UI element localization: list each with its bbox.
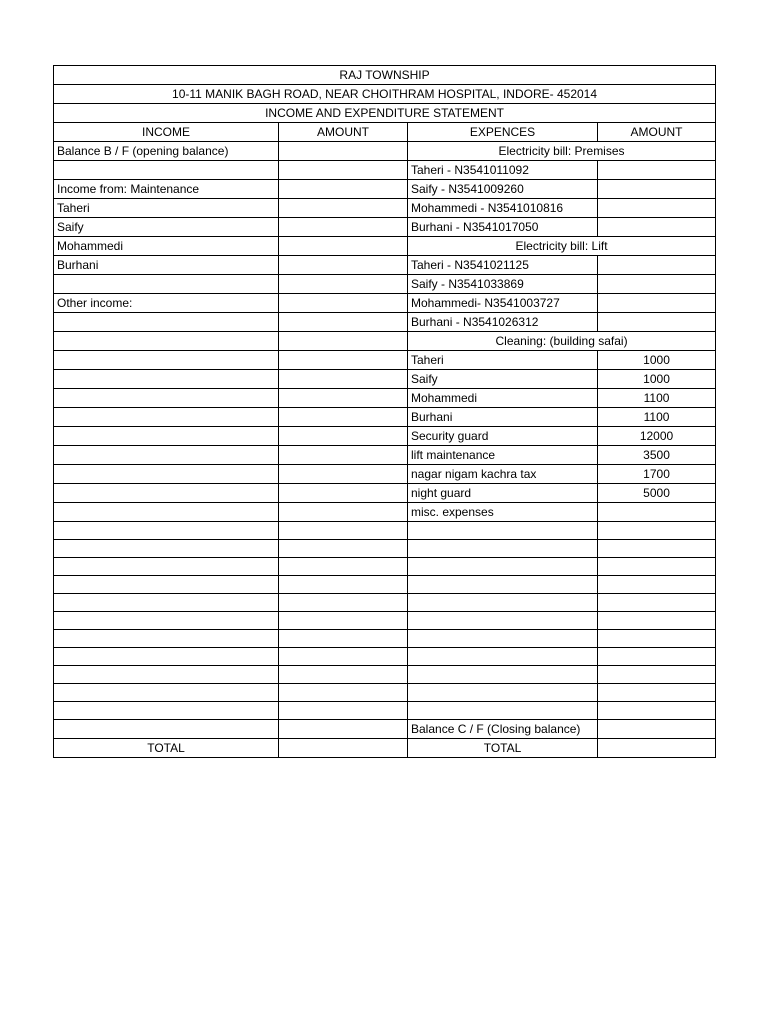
income-amount-cell [279, 332, 408, 351]
table-row [54, 465, 716, 484]
income-amount-cell [279, 666, 408, 684]
expense-cell [408, 612, 598, 630]
column-header-row [54, 123, 716, 142]
expense-cell: Balance C / F (Closing balance) [408, 720, 598, 739]
expense-cell: Burhani [408, 408, 598, 427]
expense-cell: night guard [408, 484, 598, 503]
expense-cell: Saify - N3541009260 [408, 180, 598, 199]
income-total-label: TOTAL [54, 739, 279, 758]
expense-cell: Taheri - N3541021125 [408, 256, 598, 275]
expense-amount-cell [598, 180, 716, 199]
expense-cell: Saify [408, 370, 598, 389]
income-amount-cell [279, 522, 408, 540]
expense-cell [408, 594, 598, 612]
income-amount-cell [279, 684, 408, 702]
table-row [54, 370, 716, 389]
expense-amount-cell [598, 648, 716, 666]
expense-amount-cell [598, 313, 716, 332]
expense-cell [408, 558, 598, 576]
expense-amount-cell [598, 576, 716, 594]
income-cell [54, 408, 279, 427]
expense-cell: nagar nigam kachra tax [408, 465, 598, 484]
expense-cell [408, 540, 598, 558]
column-header-income-amount: AMOUNT [279, 123, 408, 142]
table-row [54, 294, 716, 313]
expense-amount-cell [598, 540, 716, 558]
table-row [54, 332, 716, 351]
income-amount-cell [279, 630, 408, 648]
expense-cell [408, 648, 598, 666]
expense-amount-cell [598, 558, 716, 576]
income-cell [54, 503, 279, 522]
expense-cell: Saify - N3541033869 [408, 275, 598, 294]
income-cell [54, 630, 279, 648]
expense-cell: Mohammedi- N3541003727 [408, 294, 598, 313]
expense-cell [408, 684, 598, 702]
expense-cell: Security guard [408, 427, 598, 446]
income-cell [54, 558, 279, 576]
income-cell [54, 332, 279, 351]
income-amount-cell [279, 594, 408, 612]
table-row [54, 256, 716, 275]
income-cell: Taheri [54, 199, 279, 218]
expense-amount-cell [598, 256, 716, 275]
income-amount-cell [279, 612, 408, 630]
expense-amount-cell: 12000 [598, 427, 716, 446]
table-row [54, 484, 716, 503]
table-row [54, 427, 716, 446]
income-amount-cell [279, 199, 408, 218]
expense-amount-cell: 1100 [598, 389, 716, 408]
income-amount-cell [279, 256, 408, 275]
income-cell [54, 161, 279, 180]
table-row [54, 684, 716, 702]
expense-cell [408, 702, 598, 720]
income-amount-cell [279, 142, 408, 161]
income-cell [54, 427, 279, 446]
income-amount-cell [279, 313, 408, 332]
expense-cell: Burhani - N3541017050 [408, 218, 598, 237]
income-cell: Burhani [54, 256, 279, 275]
income-amount-cell [279, 389, 408, 408]
expense-cell: Burhani - N3541026312 [408, 313, 598, 332]
income-cell [54, 351, 279, 370]
expense-amount-cell: 1000 [598, 370, 716, 389]
expense-amount-cell [598, 720, 716, 739]
income-total-amount [279, 739, 408, 758]
income-amount-cell [279, 720, 408, 739]
expense-amount-cell [598, 199, 716, 218]
income-amount-cell [279, 702, 408, 720]
expense-cell [408, 576, 598, 594]
expense-amount-cell: 1700 [598, 465, 716, 484]
income-amount-cell [279, 294, 408, 313]
table-row [54, 313, 716, 332]
table-row [54, 558, 716, 576]
expense-amount-cell [598, 503, 716, 522]
expense-amount-cell [598, 275, 716, 294]
income-amount-cell [279, 408, 408, 427]
income-cell [54, 313, 279, 332]
income-cell [54, 702, 279, 720]
income-cell: Income from: Maintenance [54, 180, 279, 199]
table-row [54, 612, 716, 630]
expense-amount-cell [598, 612, 716, 630]
expense-cell: lift maintenance [408, 446, 598, 465]
income-amount-cell [279, 427, 408, 446]
income-amount-cell [279, 576, 408, 594]
expense-amount-cell: 3500 [598, 446, 716, 465]
expense-cell [408, 522, 598, 540]
expense-total-label: TOTAL [408, 739, 598, 758]
income-cell [54, 389, 279, 408]
column-header-expense-amount: AMOUNT [598, 123, 716, 142]
expense-total-amount [598, 739, 716, 758]
income-amount-cell [279, 161, 408, 180]
table-row [54, 576, 716, 594]
expense-amount-cell [598, 294, 716, 313]
expense-cell [408, 666, 598, 684]
income-cell: Mohammedi [54, 237, 279, 256]
income-amount-cell [279, 484, 408, 503]
expense-amount-cell [598, 666, 716, 684]
income-amount-cell [279, 275, 408, 294]
income-cell: Other income: [54, 294, 279, 313]
expense-group-heading: Electricity bill: Premises [408, 142, 716, 161]
income-cell: Balance B / F (opening balance) [54, 142, 279, 161]
table-row [54, 446, 716, 465]
income-cell [54, 446, 279, 465]
expense-amount-cell [598, 161, 716, 180]
income-cell [54, 684, 279, 702]
income-amount-cell [279, 218, 408, 237]
table-row [54, 648, 716, 666]
table-row [54, 218, 716, 237]
income-cell: Saify [54, 218, 279, 237]
expense-cell: misc. expenses [408, 503, 598, 522]
expense-amount-cell [598, 702, 716, 720]
expense-group-heading: Cleaning: (building safai) [408, 332, 716, 351]
income-amount-cell [279, 446, 408, 465]
income-amount-cell [279, 465, 408, 484]
column-header-expences: EXPENCES [408, 123, 598, 142]
table-row [54, 275, 716, 294]
income-cell [54, 666, 279, 684]
table-row [54, 408, 716, 427]
statement-body [54, 142, 716, 739]
totals-row [54, 739, 716, 758]
expense-amount-cell: 1000 [598, 351, 716, 370]
income-cell [54, 522, 279, 540]
income-cell [54, 540, 279, 558]
expense-amount-cell [598, 594, 716, 612]
table-row [54, 503, 716, 522]
expense-amount-cell: 1100 [598, 408, 716, 427]
table-row [54, 720, 716, 739]
table-row [54, 180, 716, 199]
income-cell [54, 594, 279, 612]
income-expenditure-table [53, 65, 716, 758]
income-amount-cell [279, 237, 408, 256]
expense-cell: Mohammedi [408, 389, 598, 408]
income-amount-cell [279, 503, 408, 522]
expense-amount-cell: 5000 [598, 484, 716, 503]
income-cell [54, 484, 279, 503]
expense-group-heading: Electricity bill: Lift [408, 237, 716, 256]
table-row [54, 237, 716, 256]
expense-amount-cell [598, 630, 716, 648]
statement-title: INCOME AND EXPENDITURE STATEMENT [54, 104, 716, 123]
income-amount-cell [279, 351, 408, 370]
expense-cell: Taheri - N3541011092 [408, 161, 598, 180]
column-header-income: INCOME [54, 123, 279, 142]
income-amount-cell [279, 180, 408, 199]
expense-amount-cell [598, 218, 716, 237]
income-cell [54, 612, 279, 630]
expense-cell: Taheri [408, 351, 598, 370]
expense-cell: Mohammedi - N3541010816 [408, 199, 598, 218]
income-amount-cell [279, 370, 408, 389]
table-row [54, 630, 716, 648]
income-cell [54, 275, 279, 294]
expense-cell [408, 630, 598, 648]
expense-amount-cell [598, 522, 716, 540]
table-row [54, 594, 716, 612]
table-row [54, 702, 716, 720]
income-amount-cell [279, 558, 408, 576]
income-cell [54, 720, 279, 739]
table-row [54, 142, 716, 161]
income-cell [54, 576, 279, 594]
income-cell [54, 465, 279, 484]
township-address: 10-11 MANIK BAGH ROAD, NEAR CHOITHRAM HOSPITAL, INDORE- 452014 [54, 85, 716, 104]
table-row [54, 351, 716, 370]
township-title: RAJ TOWNSHIP [54, 66, 716, 85]
income-cell [54, 370, 279, 389]
table-row [54, 666, 716, 684]
table-row [54, 199, 716, 218]
income-amount-cell [279, 648, 408, 666]
table-row [54, 389, 716, 408]
income-cell [54, 648, 279, 666]
table-row [54, 540, 716, 558]
table-row [54, 161, 716, 180]
table-row [54, 522, 716, 540]
expense-amount-cell [598, 684, 716, 702]
income-amount-cell [279, 540, 408, 558]
